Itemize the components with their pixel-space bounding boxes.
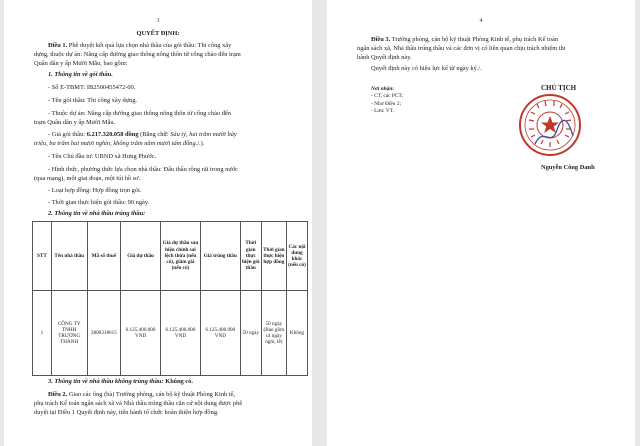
contract-type: - Loại hợp đồng: Hợp đồng trọn gói. [48, 187, 142, 194]
header-bid-price: Giá dự thầu [121, 222, 161, 291]
article-2-line-1: Điều 2. Giao các ông (bà) Trưởng phòng, cán bộ kỹ thuật Phòng Kinh tế, [48, 391, 236, 398]
table-header-row [33, 222, 308, 291]
article-2-line-3: duyệt tại Điều 1 Quyết định này, tiến hành tổ chức hoàn thiện hợp đồng. [34, 409, 219, 416]
section-3-heading: 3. Thông tin về nhà thầu không trúng thầu: Không có. [48, 378, 193, 385]
recipient-item: - CT, các PCT; [371, 93, 403, 100]
header-stt: STT [33, 222, 52, 291]
article-3-line-1: Điều 3. Trưởng phòng, cán bộ kỹ thuật Phòng Kinh tế, phụ trách Kế toán [371, 36, 559, 43]
cell-stt: 1 [33, 291, 52, 376]
cell-contract-time: 50 ngày (Bao gồm cả ngày nghỉ, lễ) [261, 291, 286, 376]
project-line-1: - Thuộc dự án: Nâng cấp đường giao thông nông thôn từ cống chào đến [48, 110, 231, 117]
recipients-label: Nơi nhận: [371, 86, 395, 92]
header-tax-code: Mã số thuế [87, 222, 121, 291]
investor: - Tên Chủ đầu tư: UBND xã Hưng Phước. [48, 153, 157, 160]
header-other: Các nội dung khác (nếu có) [286, 222, 307, 291]
header-adjusted-price: Giá dự thầu sau hiệu chỉnh sai lệch thừa (nếu có), giảm giá (nếu có) [161, 222, 201, 291]
package-duration: - Thời gian thực hiện gói thầu: 90 ngày. [48, 199, 150, 206]
effective-clause: Quyết định này có hiệu lực kể từ ngày ký./. [371, 65, 482, 72]
header-winning-price: Giá trúng thầu [200, 222, 240, 291]
cell-package-time: 50 ngày [240, 291, 261, 376]
decision-title: QUYẾT ĐỊNH: [136, 30, 180, 37]
page-number: 4 [479, 18, 483, 24]
cell-other: Không [286, 291, 307, 376]
article-2-line-2: phụ trách Kế toán ngân sách xã và Nhà thầu trúng thầu căn cứ nội dung được phê [34, 400, 243, 407]
project-line-2: trạm Quân dân y ấp Mười Mẫu. [34, 119, 116, 126]
recipient-item: - Lưu: VT. [371, 108, 394, 115]
recipients-block [371, 86, 403, 116]
package-name: - Tên gói thầu: Thi công xây dựng. [48, 97, 138, 104]
section-1-heading: 1. Thông tin về gói thầu. [48, 71, 113, 78]
article-1-line-3: Quân dân y ấp Mười Mẫu, bao gồm: [34, 60, 128, 67]
article-1-line-1: Điều 1. Phê duyệt kết quả lựa chọn nhà thầu của gói thầu: Thi công xây [48, 42, 232, 49]
selection-method-line-1: - Hình thức, phương thức lựa chọn nhà thầu: Đấu thầu rộng rãi trong nước [48, 166, 239, 173]
header-contract-time: Thời gian thực hiện hợp đồng [261, 222, 286, 291]
header-bidder-name: Tên nhà thầu [51, 222, 87, 291]
section-2-heading: 2. Thông tin về nhà thầu trúng thầu: [48, 210, 146, 217]
cell-winning-price: 6.125.400.000 VND [200, 291, 240, 376]
header-package-time: Thời gian thực hiện gói thầu [240, 222, 261, 291]
cell-bidder-name: CÔNG TY TNHH TRƯỜNG THÀNH [51, 291, 87, 376]
page-number: 3 [156, 18, 160, 24]
signer-name: Nguyễn Công Danh [541, 164, 595, 171]
document-page-4 [327, 0, 635, 446]
package-price-line-1: - Giá gói thầu: 6.217.320.058 đồng (Bằng chữ: Sáu tỷ, hai trăm mười bảy [48, 131, 237, 138]
cell-bid-price: 6.125.400.000 VND [121, 291, 161, 376]
article-3-line-2: ngân sách xã, Nhà thầu trúng thầu và các đơn vị có liên quan chịu trách nhiệm thi [357, 45, 566, 52]
winning-bidder-table [32, 221, 308, 376]
recipient-item: - Như Điều 2; [371, 100, 402, 107]
document-page-3 [4, 0, 312, 446]
article-1-line-2: dựng, thuộc dự án: Nâng cấp đường giao thông nông thôn từ cống chào đến trạm [34, 51, 241, 58]
table-row [33, 291, 308, 376]
official-seal-icon [517, 92, 583, 158]
tbmt-number: - Số E-TBMT: IB2500455472-00. [48, 84, 136, 91]
article-3-line-3: hành Quyết định này. [357, 54, 412, 61]
cell-tax-code: 3800318615 [87, 291, 121, 376]
selection-method-line-2: (qua mạng), một giai đoạn, một túi hồ sơ. [34, 175, 141, 182]
signer-title: CHỦ TỊCH [541, 84, 577, 92]
cell-adjusted-price: 6.125.400.000 VND [161, 291, 201, 376]
package-price-line-2: triệu, ba trăm hai mươi nghìn, không trăm năm mươi tám đồng./.). [34, 140, 205, 147]
